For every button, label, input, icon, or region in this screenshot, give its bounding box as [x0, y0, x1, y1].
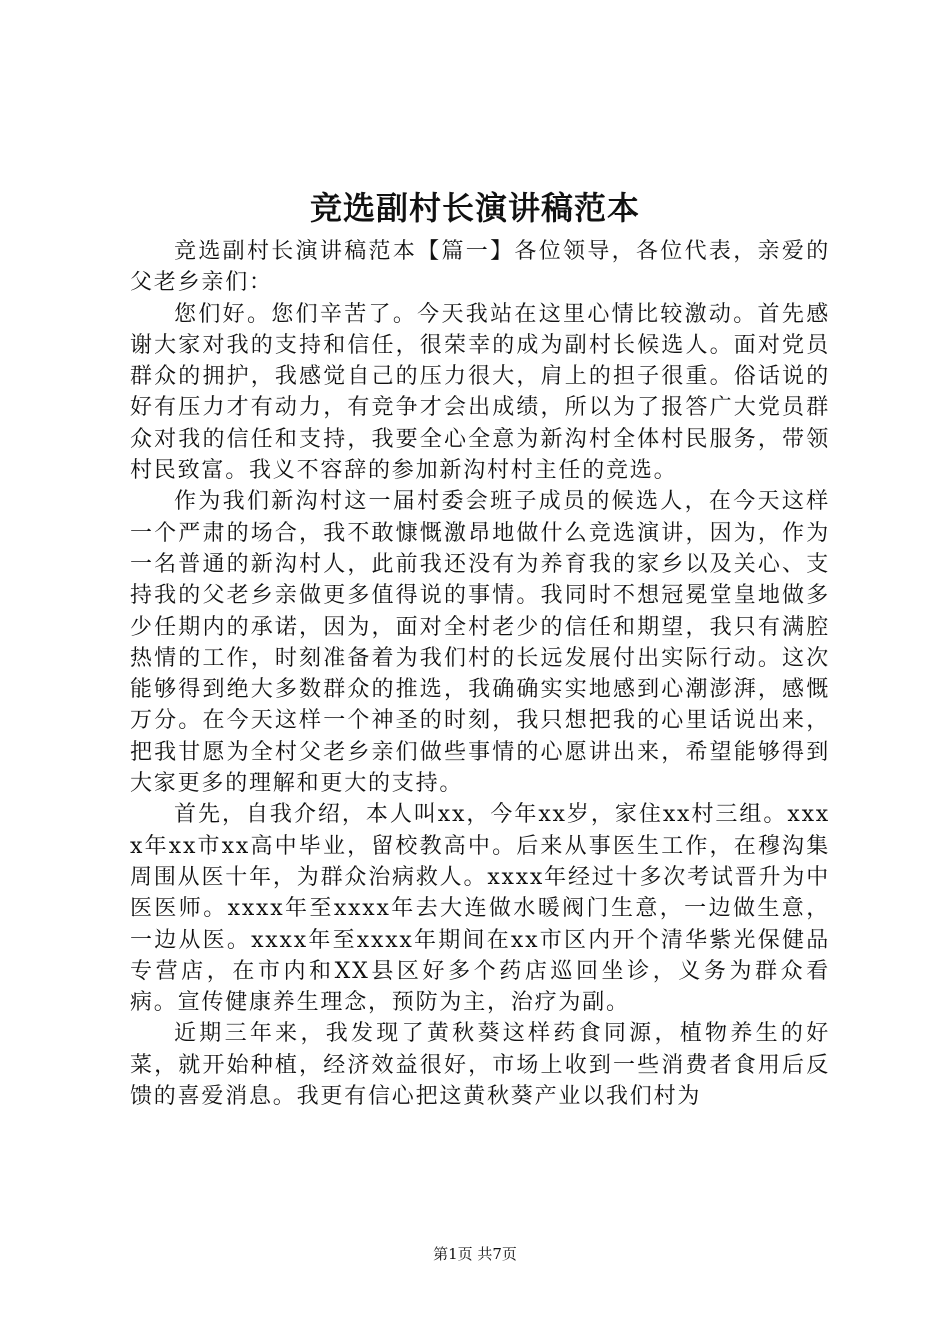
paragraph-4: 首先，自我介绍，本人叫xx，今年xx岁，家住xx村三组。xxxx年xx市xx高中毕业，留校教高中。后来从事医生工作，在穆沟集周围从医十年，为群众治病救人。xxxx年经过十多次考试晋升为中医医师。xxxx年至xxxx年去大连做水暖阀门生意，一边做生意，一边从医。xxxx年至xxxx年期间在xx市区内开个清华紫光保健品专营店，在市内和XX县区好多个药店巡回坐诊，义务为群众看病。宣传健康养生理念，预防为主，治疗为副。 [130, 802, 830, 1016]
document-title: 竞选副村长演讲稿范本 [309, 189, 640, 227]
paragraph-5: 近期三年来，我发现了黄秋葵这样药食同源，植物养生的好菜，就开始种植，经济效益很好，市场上收到一些消费者食用后反馈的喜爱消息。我更有信心把这黄秋葵产业以我们村为 [130, 1021, 830, 1110]
paragraph-2: 您们好。您们辛苦了。今天我站在这里心情比较激动。首先感谢大家对我的支持和信任，很荣幸的成为副村长候选人。面对党员群众的拥护，我感觉自己的压力很大，肩上的担子很重。俗话说的好有压力才有动力，有竞争才会出成绩，所以为了报答广大党员群众对我的信任和支持，我要全心全意为新沟村全体村民服务，带领村民致富。我义不容辞的参加新沟村村主任的竞选。 [130, 301, 830, 484]
page-footer: 第1页 共7页 [433, 1245, 517, 1263]
document-body [130, 236, 830, 1112]
paragraph-1: 竞选副村长演讲稿范本【篇一】各位领导，各位代表，亲爱的父老乡亲们： [130, 239, 830, 296]
paragraph-3: 作为我们新沟村这一届村委会班子成员的候选人，在今天这样一个严肃的场合，我不敢慷慨激昂地做什么竞选演讲，因为，作为一名普通的新沟村人，此前我还没有为养育我的家乡以及关心、支持我的父老乡亲做更多值得说的事情。我同时不想冠冕堂皇地做多少任期内的承诺，因为，面对全村老少的信任和期望，我只有满腔热情的工作，时刻准备着为我们村的长远发展付出实际行动。这次能够得到绝大多数群众的推选，我确确实实地感到心潮澎湃，感慨万分。在今天这样一个神圣的时刻，我只想把我的心里话说出来，把我甘愿为全村父老乡亲们做些事情的心愿讲出来，希望能够得到大家更多的理解和更大的支持。 [130, 489, 830, 797]
